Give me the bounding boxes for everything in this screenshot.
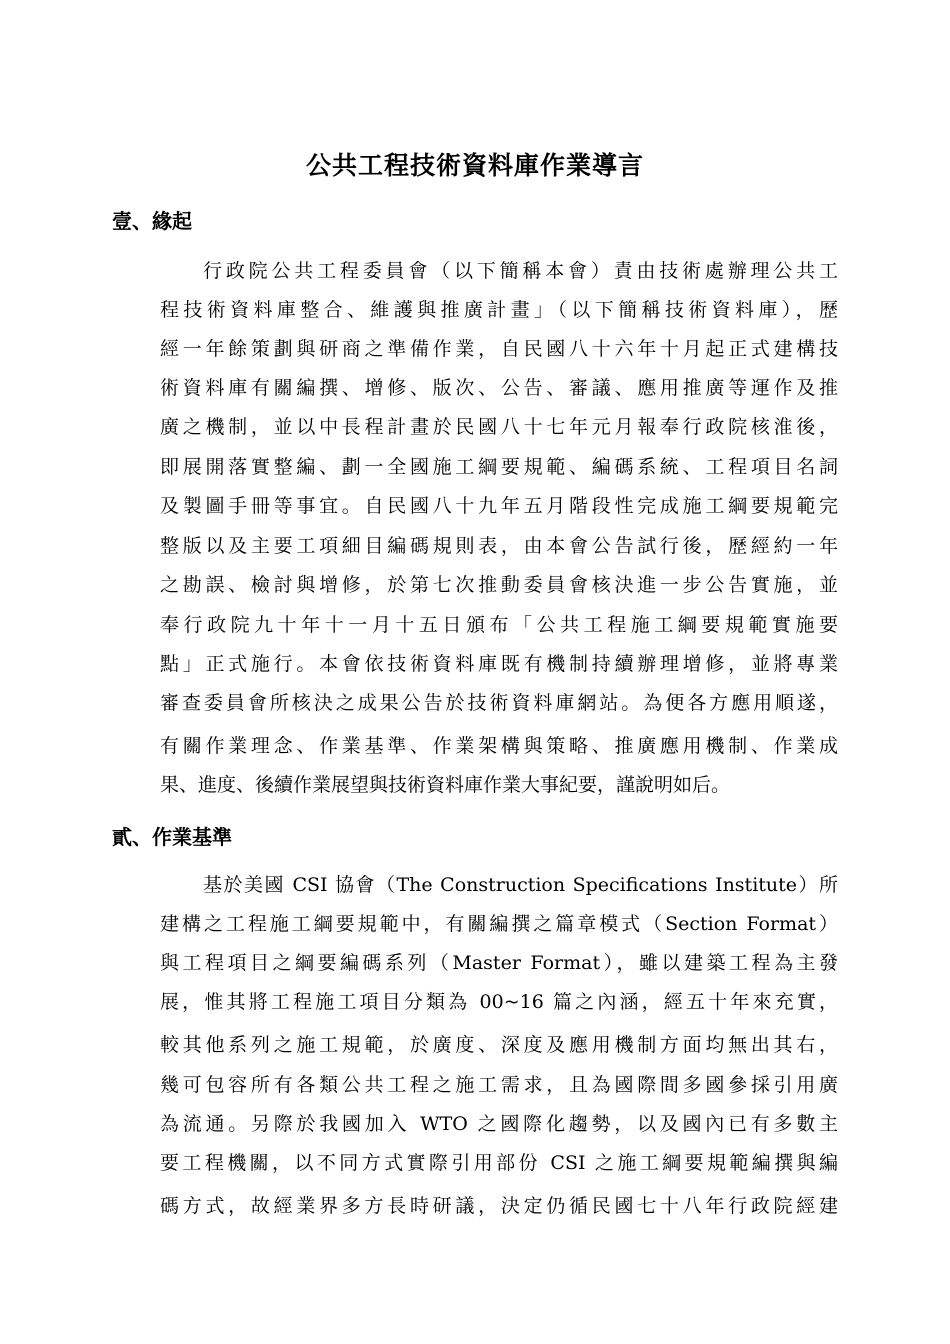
paragraph-line: 程技術資料庫整合、維護與推廣計畫」（以下簡稱技術資料庫），歷 — [160, 299, 838, 321]
paragraph-line: 奉行政院九十年十一月十五日頒布「公共工程施工綱要規範實施要 — [160, 614, 838, 636]
paragraph-line: 及製圖手冊等事宜。自民國八十九年五月階段性完成施工綱要規範完 — [160, 495, 838, 517]
paragraph-line: 要工程機關，以不同方式實際引用部份 CSI 之施工綱要規範編撰與編 — [160, 1152, 838, 1174]
paragraph-line: 廣之機制，並以中長程計畫於民國八十七年元月報奉行政院核淮後， — [160, 416, 838, 438]
paragraph-line: 基於美國 CSI 協會（The Construction Specifications Institute）所 — [203, 874, 838, 896]
section-heading-basis: 貳、作業基準 — [112, 825, 232, 849]
paragraph-line: 術資料庫有關編撰、增修、版次、公告、審議、應用推廣等運作及推 — [160, 377, 838, 399]
paragraph-line: 行政院公共工程委員會（以下簡稱本會）責由技術處辦理公共工 — [203, 260, 838, 282]
paragraph-line: 即展開落實整編、劃一全國施工綱要規範、編碼系統、工程項目名詞 — [160, 456, 838, 478]
section-heading-origin: 壹、緣起 — [112, 209, 192, 233]
document-title: 公共工程技術資料庫作業導言 — [305, 151, 644, 180]
paragraph-line: 展，惟其將工程施工項目分類為 00~16 篇之內涵，經五十年來充實， — [160, 991, 838, 1013]
paragraph-line: 點」正式施行。本會依技術資料庫既有機制持續辦理增修，並將專業 — [160, 653, 838, 675]
paragraph-line: 較其他系列之施工規範，於廣度、深度及應用機制方面均無出其右， — [160, 1034, 838, 1056]
paragraph-line: 果、進度、後續作業展望與技術資料庫作業大事紀要，謹說明如后。 — [160, 774, 731, 796]
paragraph-line: 整版以及主要工項細目編碼規則表，由本會公告試行後，歷經約一年 — [160, 535, 838, 557]
paragraph-line: 碼方式，故經業界多方長時研議，決定仍循民國七十八年行政院經建 — [160, 1195, 838, 1217]
paragraph-line: 有關作業理念、作業基準、作業架構與策略、推廣應用機制、作業成 — [160, 735, 838, 757]
paragraph-line: 建構之工程施工綱要規範中，有關編撰之篇章模式（Section Format） — [160, 913, 838, 935]
paragraph-line: 幾可包容所有各類公共工程之施工需求，且為國際間多國參採引用廣 — [160, 1074, 838, 1096]
paragraph-line: 之勘誤、檢討與增修，於第七次推動委員會核決進一步公告實施，並 — [160, 574, 838, 596]
paragraph-line: 審查委員會所核決之成果公告於技術資料庫網站。為便各方應用順遂， — [160, 692, 838, 714]
paragraph-line: 與工程項目之綱要編碼系列（Master Format），雖以建築工程為主發 — [160, 952, 838, 974]
paragraph-line: 為流通。另際於我國加入 WTO 之國際化趨勢，以及國內已有多數主 — [160, 1113, 838, 1135]
paragraph-line: 經一年餘策劃與研商之準備作業，自民國八十六年十月起正式建構技 — [160, 338, 838, 360]
